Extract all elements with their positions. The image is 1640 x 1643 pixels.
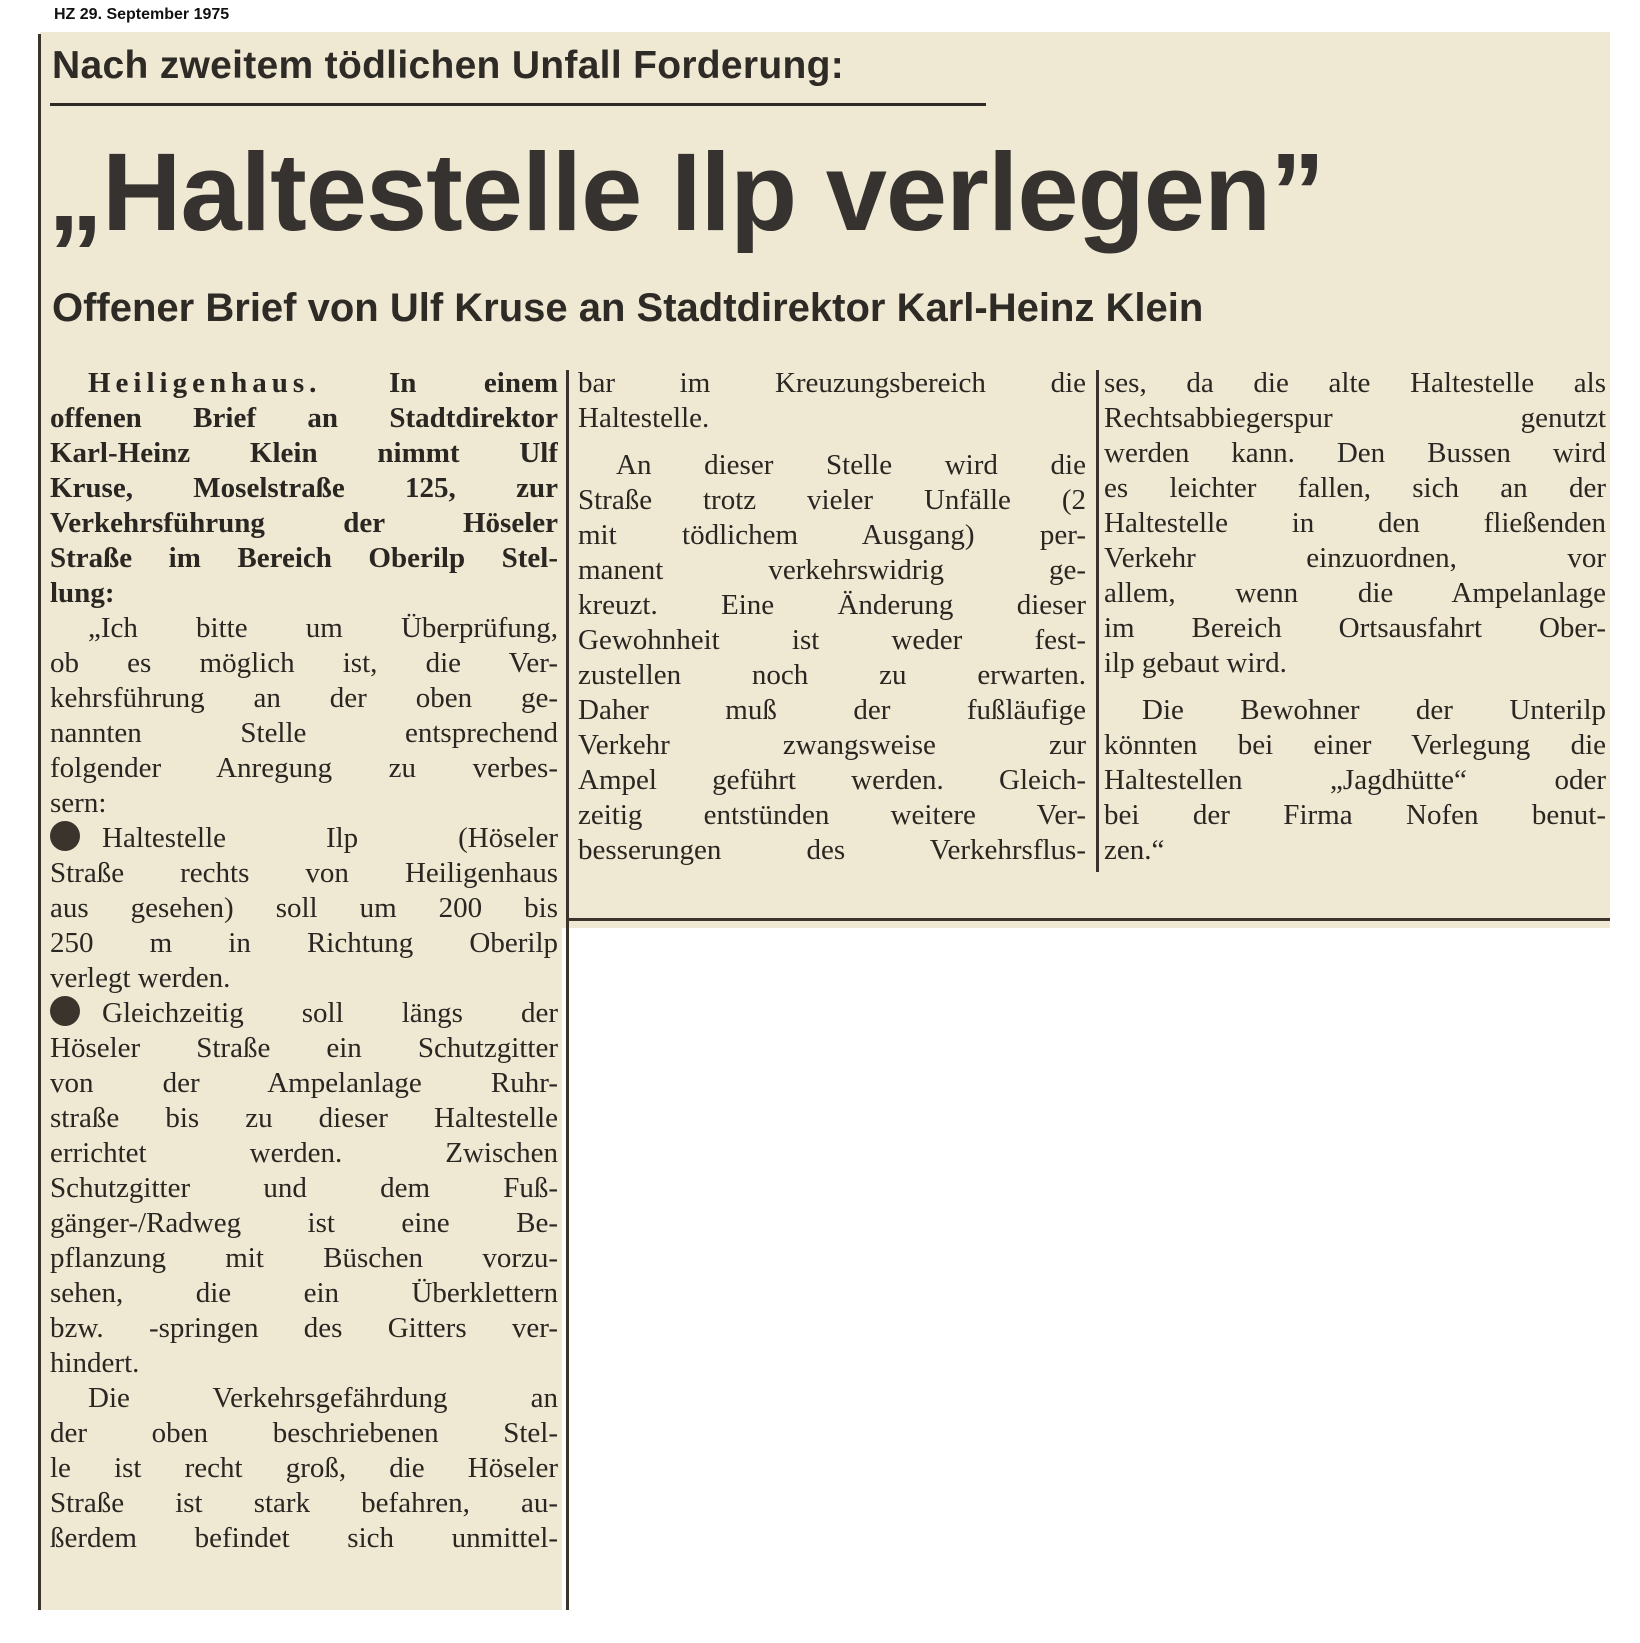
- article-text-line: könnten bei einer Verlegung die: [1104, 729, 1606, 761]
- article-text-line: verlegt werden.: [50, 962, 231, 994]
- article-text-line: Verkehrsführung der Höseler: [50, 507, 558, 539]
- article-text-line: der oben beschriebenen Stel-: [50, 1417, 558, 1449]
- article-text-line: kehrsführung an der oben ge-: [50, 682, 558, 714]
- article-text-line: Gewohnheit ist weder fest-: [578, 624, 1086, 656]
- article-text-line: [50, 821, 558, 856]
- bullet-point-icon: [50, 996, 80, 1026]
- article-text-line: [50, 996, 558, 1031]
- article-text-line: 250 m in Richtung Oberilp: [50, 927, 558, 959]
- article-text-line: Straße rechts von Heiligenhaus: [50, 857, 558, 889]
- main-headline: „Haltestelle Ilp verlegen”: [48, 131, 1325, 254]
- paragraph-gap: [578, 436, 1086, 448]
- article-text-line: manent verkehrswidrig ge-: [578, 554, 1086, 586]
- article-text-line: errichtet werden. Zwischen: [50, 1137, 558, 1169]
- article-text-line: zen.“: [1104, 834, 1165, 866]
- article-text-line: aus gesehen) soll um 200 bis: [50, 892, 558, 924]
- article-text-line: offenen Brief an Stadtdirektor: [50, 402, 558, 434]
- article-text-line: es leichter fallen, sich an der: [1104, 472, 1606, 504]
- article-text-line: ses, da die alte Haltestelle als: [1104, 367, 1606, 399]
- article-text-line: ßerdem befindet sich unmittel-: [50, 1522, 558, 1554]
- article-text-line: Daher muß der fußläufige: [578, 694, 1086, 726]
- article-text-line: kreuzt. Eine Änderung dieser: [578, 589, 1086, 621]
- subheadline: Offener Brief von Ulf Kruse an Stadtdirektor Karl-Heinz Klein: [52, 286, 1204, 330]
- article-text-line: Haltestelle in den fließenden: [1104, 507, 1606, 539]
- article-text-line: mit tödlichem Ausgang) per-: [578, 519, 1086, 551]
- article-text-line: allem, wenn die Ampelanlage: [1104, 577, 1606, 609]
- column-rule-1: [566, 370, 569, 1610]
- article-text-line: nannten Stelle entsprechend: [50, 717, 558, 749]
- article-text-line: zeitig entstünden weitere Ver-: [578, 799, 1086, 831]
- kicker-headline: Nach zweitem tödlichen Unfall Forderung:: [52, 44, 845, 87]
- article-text-line: Straße ist stark befahren, au-: [50, 1487, 558, 1519]
- article-text-line: hindert.: [50, 1347, 140, 1379]
- article-text-line: ob es möglich ist, die Ver-: [50, 647, 558, 679]
- article-text-line: Straße im Bereich Oberilp Stel-: [50, 542, 558, 574]
- article-text-line: Höseler Straße ein Schutzgitter: [50, 1032, 558, 1064]
- article-text-fragment: Gleichzeitig soll längs der: [102, 997, 558, 1029]
- article-text-line: Die Verkehrsgefährdung an: [88, 1382, 558, 1414]
- dateline: Heiligenhaus.: [88, 367, 322, 399]
- article-text-line: bar im Kreuzungsbereich die: [578, 367, 1086, 399]
- column-rule-2: [1096, 370, 1099, 872]
- article-text-line: Die Bewohner der Unterilp: [1142, 694, 1606, 726]
- article-text-line: Straße trotz vieler Unfälle (2: [578, 484, 1086, 516]
- article-text-line: „Ich bitte um Überprüfung,: [88, 612, 558, 644]
- article-text-line: Haltestelle.: [578, 402, 710, 434]
- article-text-fragment: In einem: [321, 367, 558, 399]
- article-text-line: bei der Firma Nofen benut-: [1104, 799, 1606, 831]
- article-text-line: Verkehr einzuordnen, vor: [1104, 542, 1606, 574]
- article-text-line: [50, 366, 558, 401]
- article-text-line: pflanzung mit Büschen vorzu-: [50, 1242, 558, 1274]
- article-text-line: sern:: [50, 787, 107, 819]
- article-text-line: ilp gebaut wird.: [1104, 647, 1287, 679]
- article-text-line: zustellen noch zu erwarten.: [578, 659, 1086, 691]
- column-footer-rule: [566, 918, 1610, 921]
- article-text-line: sehen, die ein Überklettern: [50, 1277, 558, 1309]
- article-text-line: besserungen des Verkehrsflus-: [578, 834, 1086, 866]
- article-text-line: An dieser Stelle wird die: [616, 449, 1086, 481]
- article-text-line: straße bis zu dieser Haltestelle: [50, 1102, 558, 1134]
- article-text-line: werden kann. Den Bussen wird: [1104, 437, 1606, 469]
- article-text-line: le ist recht groß, die Höseler: [50, 1452, 558, 1484]
- article-text-line: folgender Anregung zu verbes-: [50, 752, 558, 784]
- article-column-3: [1104, 366, 1606, 906]
- bullet-point-icon: [50, 821, 80, 851]
- article-text-line: Schutzgitter und dem Fuß-: [50, 1172, 558, 1204]
- article-text-line: lung:: [50, 577, 115, 609]
- article-text-line: im Bereich Ortsausfahrt Ober-: [1104, 612, 1606, 644]
- clipping-left-edge: [38, 34, 41, 1610]
- article-text-line: Verkehr zwangsweise zur: [578, 729, 1086, 761]
- article-text-line: Haltestellen „Jagdhütte“ oder: [1104, 764, 1606, 796]
- article-text-line: Kruse, Moselstraße 125, zur: [50, 472, 558, 504]
- article-text-line: Rechtsabbiegerspur genutzt: [1104, 402, 1606, 434]
- article-text-line: gänger-/Radweg ist eine Be-: [50, 1207, 558, 1239]
- article-column-2: [578, 366, 1086, 906]
- article-text-line: Karl-Heinz Klein nimmt Ulf: [50, 437, 558, 469]
- kicker-underline: [50, 103, 986, 106]
- source-label: HZ 29. September 1975: [54, 6, 230, 23]
- article-text-line: bzw. -springen des Gitters ver-: [50, 1312, 558, 1344]
- article-text-line: Ampel geführt werden. Gleich-: [578, 764, 1086, 796]
- article-text-fragment: Haltestelle Ilp (Höseler: [102, 822, 558, 854]
- article-text-line: von der Ampelanlage Ruhr-: [50, 1067, 558, 1099]
- paragraph-gap: [1104, 681, 1606, 693]
- article-column-1: [50, 366, 558, 1606]
